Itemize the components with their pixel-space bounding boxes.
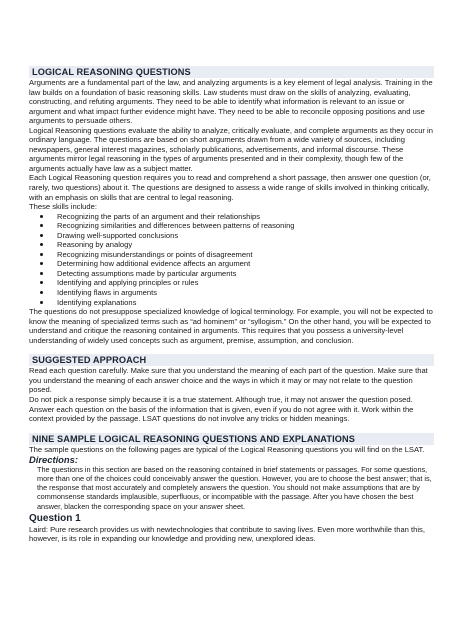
paragraph: Logical Reasoning questions evaluate the ability to analyze, critically evaluate, and complete arguments as they occur in ordinary language. The questions are based on short arguments drawn from a wide variety of sources, including newspapers, general interest magazines, scholarly publications, advertisements, and informal discourse. These arguments mirror legal reasoning in the types of arguments presented and in their complexity, though few of the arguments actually have law as a subject matter. (29, 125, 433, 173)
paragraph: Read each question carefully. Make sure that you understand the meaning of each part of the question. Make sure that you understand the meaning of each answer choice and the ways in which it may or may not relate to the question posed. (29, 366, 428, 395)
paragraph: These skills include: (29, 202, 97, 212)
question-text: Laird: Pure research provides us with newtechnologies that contribute to saving lives. Even more worthwhile than this, however, is its role in expanding our knowledge and providing new, unexplored ideas. (29, 524, 425, 544)
bullet-icon (40, 243, 43, 246)
paragraph: The questions do not presuppose specialized knowledge of logical terminology. For example, you will not be expected to know the meaning of specialized terms such as “ad hominem” or “syllogism.” On the other hand, you will be expected to understand and critique the reasoning contained in arguments. This requires that you possess a university-level understanding of widely used concepts such as argument, premise, assumption, and conclusion. (29, 307, 433, 345)
list-item: Identifying flaws in arguments (37, 288, 434, 298)
list-item: Reasoning by analogy (37, 240, 434, 250)
bullet-icon (40, 262, 43, 265)
directions-label: Directions: (29, 454, 78, 466)
bullet-icon (40, 291, 43, 294)
list-item: Drawing well-supported conclusions (37, 231, 434, 241)
question-title: Question 1 (29, 512, 81, 524)
section-heading-sample-questions: NINE SAMPLE LOGICAL REASONING QUESTIONS AND EXPLANATIONS (29, 433, 434, 445)
list-item: Recognizing misunderstandings or points of disagreement (37, 250, 434, 260)
bullet-icon (40, 215, 43, 218)
section-heading-logical-reasoning: LOGICAL REASONING QUESTIONS (29, 66, 434, 78)
bullet-icon (40, 301, 43, 304)
bullet-icon (40, 224, 43, 227)
paragraph: Answer each question on the basis of the information that is given, even if you do not agree with it. Work within the context provided by the passage. LSAT questions do not involve any tricks or hidden meanings. (29, 404, 414, 424)
section-heading-suggested-approach: SUGGESTED APPROACH (29, 354, 434, 366)
list-item: Identifying explanations (37, 298, 434, 308)
directions-text: The questions in this section are based on the reasoning contained in brief statements or passages. For some questions, more than one of the choices could conceivably answer the question. However, you are to choose the best answer; that is, the response that most accurately and completely answers the question. You should not make assumptions that are by commonsense standards implausible, superfluous, or incompatible with the passage. After you have chosen the best answer, blacken the corresponding space on your answer sheet. (37, 465, 432, 511)
paragraph: Arguments are a fundamental part of the law, and analyzing arguments is a key element of legal analysis. Training in the law builds on a foundation of basic reasoning skills. Law students must draw on the skills of analyzing, evaluating, constructing, and refuting arguments. They need to be able to identify what information is relevant to an issue or argument and what impact further evidence might have. They need to be able to reconcile opposing positions and use arguments to persuade others. (29, 78, 433, 126)
list-item: Determining how additional evidence affects an argument (37, 259, 434, 269)
list-item: Identifying and applying principles or rules (37, 278, 434, 288)
bullet-icon (40, 234, 43, 237)
list-item: Recognizing the parts of an argument and their relationships (37, 212, 434, 222)
paragraph: The sample questions on the following pages are typical of the Logical Reasoning questions you will find on the LSAT. (29, 444, 425, 454)
bullet-icon (40, 281, 43, 284)
paragraph: Do not pick a response simply because it is a true statement. Although true, it may not answer the question posed. (29, 394, 413, 404)
list-item: Recognizing similarities and differences between patterns of reasoning (37, 221, 434, 231)
bullet-icon (40, 253, 43, 256)
skills-list (29, 212, 434, 307)
bullet-icon (40, 272, 43, 275)
paragraph: Each Logical Reasoning question requires you to read and comprehend a short passage, then answer one question (or, rarely, two questions) about it. The questions are designed to assess a wide range of skills involved in thinking critically, with an emphasis on skills that are central to legal reasoning. (29, 173, 431, 202)
list-item: Detecting assumptions made by particular arguments (37, 269, 434, 279)
